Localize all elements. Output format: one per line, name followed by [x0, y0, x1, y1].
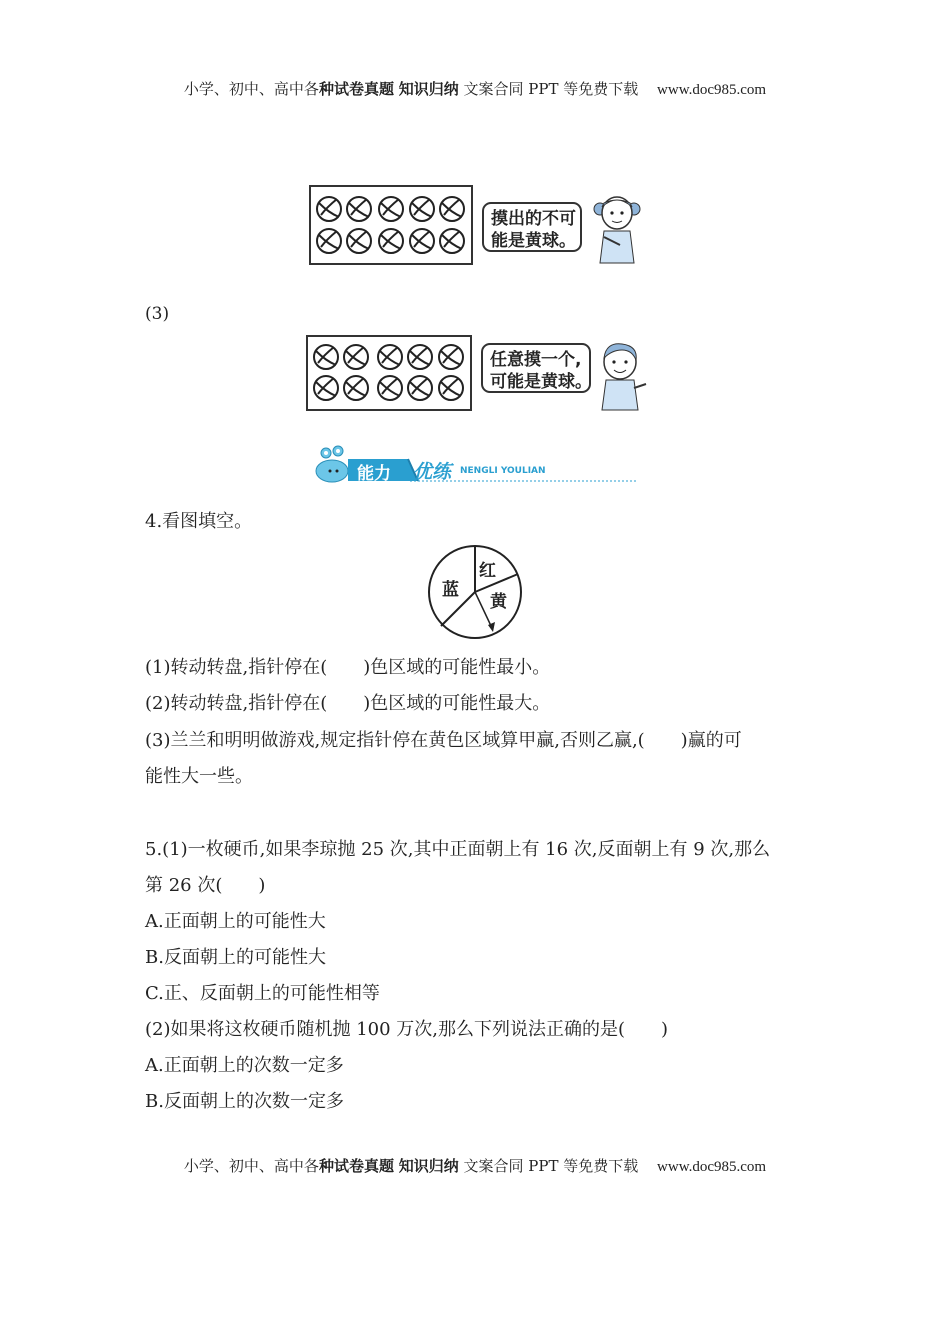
question-5-sub-2: (2)如果将这枚硬币随机抛 100 万次,那么下列说法正确的是( ) [145, 1019, 669, 1040]
footer-text-2: 种试卷真题 [318, 1157, 394, 1175]
question-5-sub-2-option-b: B.反面朝上的次数一定多 [145, 1091, 344, 1112]
speech-bubble-1 [482, 202, 582, 252]
question-5-sub-2-option-a: A.正面朝上的次数一定多 [145, 1055, 344, 1076]
banner-title-2: 优练 [413, 461, 452, 483]
footer-text-3: 知识归纳 [398, 1157, 459, 1175]
ball [410, 229, 434, 253]
ball [439, 376, 463, 400]
question-5-option-b: B.反面朝上的可能性大 [145, 947, 326, 968]
ball [379, 229, 403, 253]
ball [440, 229, 464, 253]
question-4-item-3-cont: 能性大一些。 [145, 766, 253, 787]
header-text-2: 种试卷真题 [318, 80, 394, 98]
ball [378, 376, 402, 400]
boy-illustration [592, 340, 648, 412]
question-4-item-2: (2)转动转盘,指针停在( )色区域的可能性最大。 [145, 693, 551, 714]
header-text-3: 知识归纳 [398, 80, 459, 98]
ball [440, 197, 464, 221]
question-4-item-1: (1)转动转盘,指针停在( )色区域的可能性最小。 [145, 657, 551, 678]
ball [408, 345, 432, 369]
banner-subtitle: NENGLI YOULIAN [460, 466, 546, 476]
speech-line-2: 可能是黄球。 [490, 372, 592, 392]
page-footer [0, 1155, 950, 1176]
ball [347, 197, 371, 221]
question-5-option-a: A.正面朝上的可能性大 [145, 911, 326, 932]
header-site-link[interactable]: www.doc985.com [657, 82, 767, 98]
ball-set-1 [309, 185, 473, 265]
speech-line-2: 能是黄球。 [491, 231, 576, 251]
question-4-title: 4.看图填空。 [145, 511, 253, 532]
spinner-label-yellow: 黄 [490, 592, 507, 612]
ball [379, 197, 403, 221]
ball [410, 197, 434, 221]
question-3-label: (3) [145, 304, 170, 324]
banner-title: 能力 [357, 464, 391, 484]
ball [317, 229, 341, 253]
ball [317, 197, 341, 221]
ball [347, 229, 371, 253]
girl-illustration [590, 193, 642, 265]
question-5-option-c: C.正、反面朝上的可能性相等 [145, 983, 380, 1004]
ball [314, 376, 338, 400]
header-text-4: 文案合同 PPT 等免费下载 [463, 80, 639, 98]
ball [344, 345, 368, 369]
speech-bubble-2 [481, 343, 591, 393]
footer-text-4: 文案合同 PPT 等免费下载 [463, 1157, 639, 1175]
spinner-label-red: 红 [479, 561, 496, 581]
header-text-1: 小学、初中、高中各 [183, 80, 319, 98]
ball [314, 345, 338, 369]
page-header [0, 78, 950, 99]
footer-site-link[interactable]: www.doc985.com [657, 1159, 767, 1175]
question-5-line-2: 第 26 次( ) [145, 875, 266, 896]
speech-line-1: 任意摸一个, [490, 350, 582, 370]
ball [439, 345, 463, 369]
ball-set-2 [306, 335, 472, 411]
mascot-icon [316, 446, 348, 482]
spinner-label-blue: 蓝 [442, 580, 459, 600]
spinner-diagram [425, 542, 525, 642]
speech-line-1: 摸出的不可 [491, 209, 576, 229]
ball [344, 376, 368, 400]
question-4-item-3: (3)兰兰和明明做游戏,规定指针停在黄色区域算甲赢,否则乙赢,( )赢的可 [145, 730, 742, 751]
ball [378, 345, 402, 369]
footer-text-1: 小学、初中、高中各 [183, 1157, 319, 1175]
ball [408, 376, 432, 400]
question-5-line-1: 5.(1)一枚硬币,如果李琼抛 25 次,其中正面朝上有 16 次,反面朝上有 9 次,那么 [145, 839, 771, 860]
